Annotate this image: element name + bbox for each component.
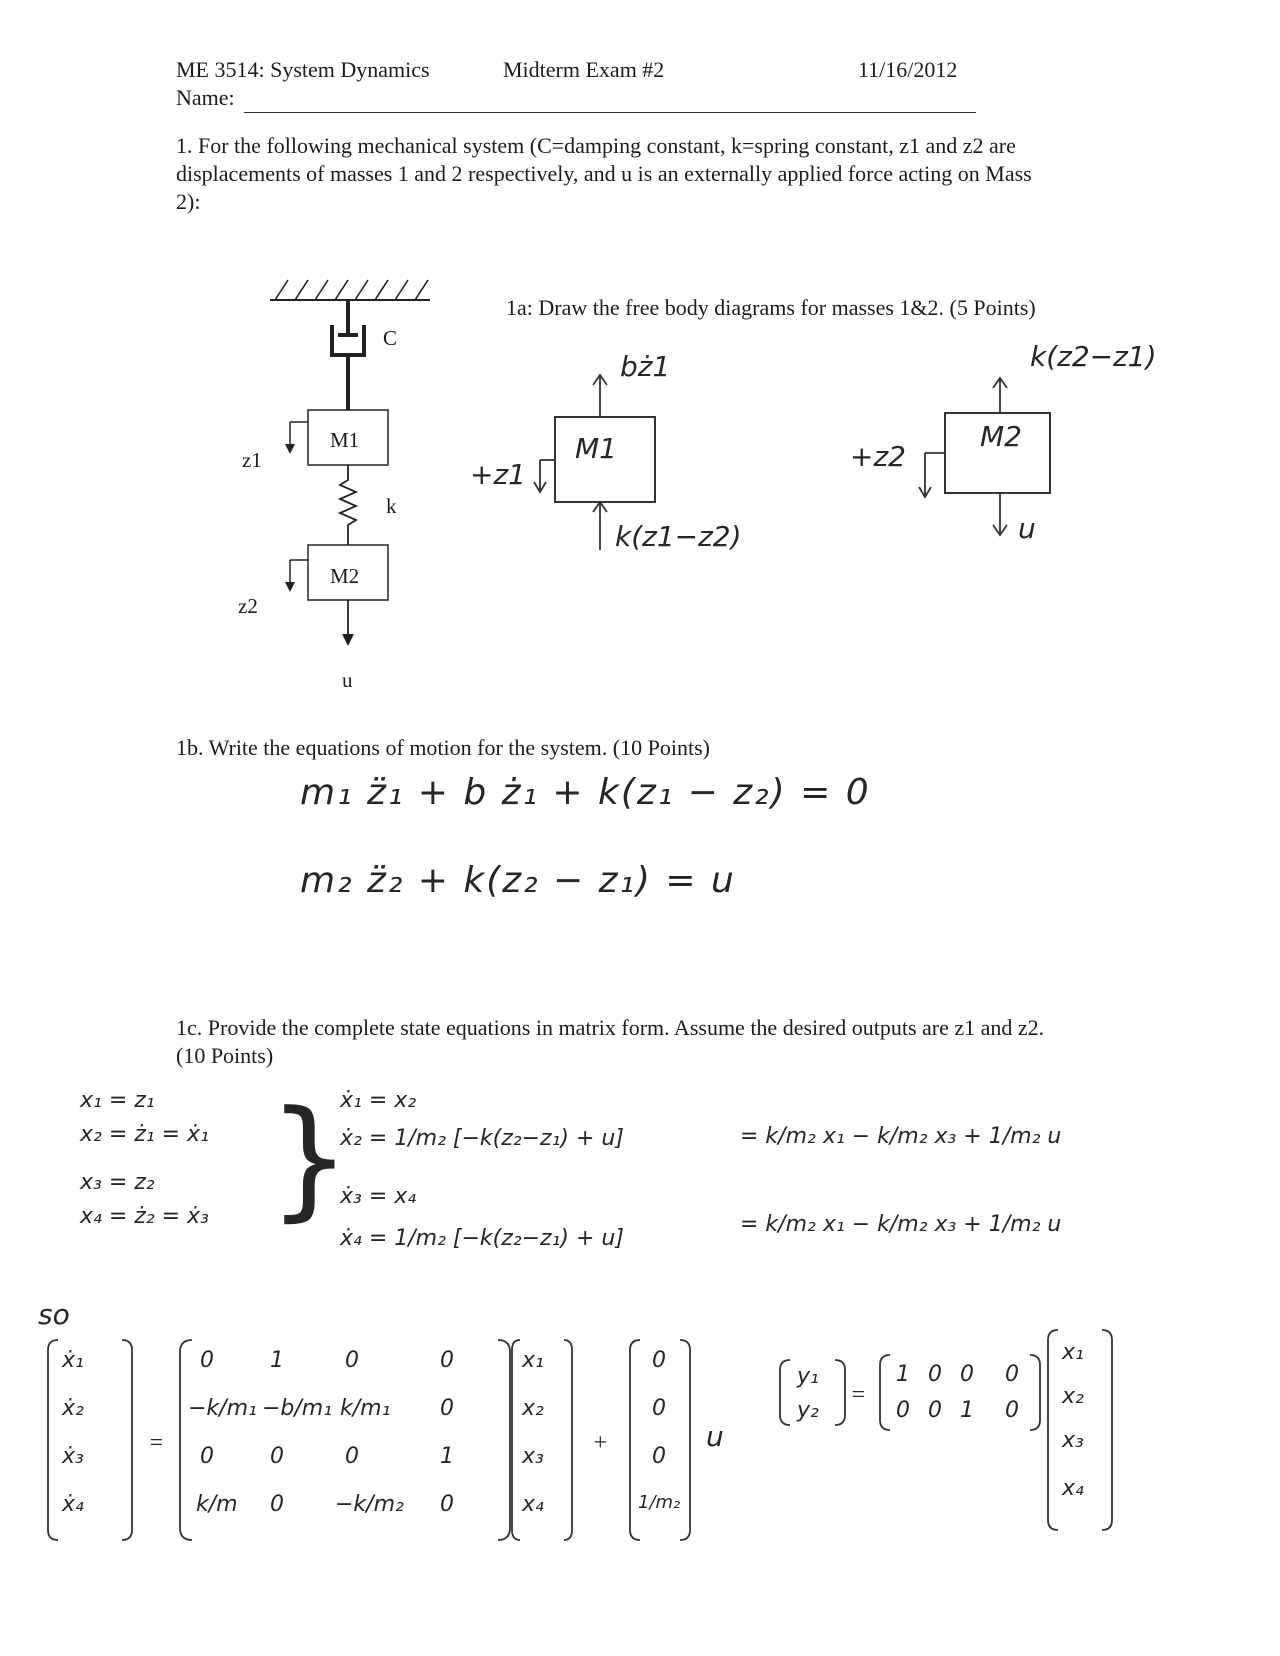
b-1: 0 [652, 1348, 666, 1373]
fbd1-mass: M1 [575, 432, 617, 465]
state-eq-rhs-2: = k/m₂ x₁ − k/m₂ x₃ + 1/m₂ u [740, 1212, 1062, 1237]
state-def-2: x₂ = ż₁ = ẋ₁ [80, 1122, 209, 1147]
b-4: 1/m₂ [638, 1492, 681, 1513]
a-44: 0 [440, 1492, 454, 1517]
a-32: 0 [270, 1444, 284, 1469]
a-21: −k/m₁ [188, 1396, 257, 1421]
state-def-3: x₃ = z₂ [80, 1170, 155, 1195]
c-12: 0 [928, 1362, 942, 1387]
fbd2-bottom-force: u [1018, 512, 1036, 545]
fbd1-direction: +z1 [470, 458, 526, 491]
c-21: 0 [896, 1398, 910, 1423]
svg-text:+: + [592, 1430, 609, 1456]
a-12: 1 [270, 1348, 284, 1373]
state-def-1: x₁ = z₁ [80, 1088, 155, 1113]
y-2: y₂ [797, 1398, 819, 1423]
a-31: 0 [200, 1444, 214, 1469]
a-42: 0 [270, 1492, 284, 1517]
a-41: k/m [196, 1492, 238, 1517]
exam-title: Midterm Exam #2 [503, 57, 665, 82]
force-label: u [342, 668, 353, 692]
x2-2: x₂ [1062, 1384, 1084, 1409]
equation-motion-2: m₂ z̈₂ + k(z₂ − z₁) = u [300, 860, 736, 901]
mass2-label: M2 [330, 564, 360, 588]
b-3: 0 [652, 1444, 666, 1469]
c-13: 0 [960, 1362, 974, 1387]
damper-label: C [383, 326, 398, 350]
y-1: y₁ [797, 1364, 819, 1389]
name-label: Name: [176, 85, 235, 110]
equation-motion-1: m₁ z̈₁ + b ż₁ + k(z₁ − z₂) = 0 [300, 772, 871, 813]
state-eq-rhs-1: = k/m₂ x₁ − k/m₂ x₃ + 1/m₂ u [740, 1124, 1062, 1149]
part-c-prompt: 1c. Provide the complete state equations in matrix form. Assume the desired outputs are z1 and z2. (10 Points) [176, 1015, 1045, 1068]
c-23: 1 [960, 1398, 974, 1423]
svg-text:=: = [850, 1382, 867, 1408]
x-2: x₂ [522, 1396, 544, 1421]
state-matrix-equation [30, 1320, 1150, 1560]
xdot-3: ẋ₃ [62, 1444, 84, 1469]
input-u: u [706, 1420, 724, 1453]
c-22: 0 [928, 1398, 942, 1423]
mass1-label: M1 [330, 428, 360, 452]
fbd2-top-force: k(z2−z1) [1030, 340, 1157, 373]
fbd2-mass: M2 [980, 420, 1022, 453]
a-43: −k/m₂ [335, 1492, 404, 1517]
x-4: x₄ [522, 1492, 544, 1517]
state-eq-1: ẋ₁ = x₂ [340, 1088, 417, 1113]
xdot-1: ẋ₁ [62, 1348, 84, 1373]
course-title: ME 3514: System Dynamics [176, 57, 430, 82]
a-14: 0 [440, 1348, 454, 1373]
state-eq-3: ẋ₃ = x₄ [340, 1184, 417, 1209]
c-14: 0 [1005, 1362, 1019, 1387]
x2-3: x₃ [1062, 1428, 1084, 1453]
mechanical-system-diagram [220, 270, 460, 710]
state-eq-4: ẋ₄ = 1/m₂ [−k(z₂−z₁) + u] [340, 1226, 624, 1251]
xdot-4: ẋ₄ [62, 1492, 84, 1517]
c-24: 0 [1005, 1398, 1019, 1423]
exam-date: 11/16/2012 [858, 57, 958, 82]
svg-text:=: = [148, 1430, 165, 1456]
a-24: 0 [440, 1396, 454, 1421]
state-brace-icon: } [268, 1082, 351, 1234]
a-13: 0 [345, 1348, 359, 1373]
fbd1-top-force: bż1 [620, 350, 671, 383]
fbd-mass2 [900, 365, 1070, 555]
name-line [244, 112, 976, 113]
state-eq-2: ẋ₂ = 1/m₂ [−k(z₂−z₁) + u] [340, 1126, 624, 1151]
disp1-label: z1 [242, 448, 262, 472]
part-b-prompt: 1b. Write the equations of motion for the system. (10 Points) [176, 735, 710, 760]
c-11: 1 [896, 1362, 910, 1387]
b-2: 0 [652, 1396, 666, 1421]
state-def-4: x₄ = ż₂ = ẋ₃ [80, 1204, 209, 1229]
a-23: k/m₁ [340, 1396, 391, 1421]
xdot-2: ẋ₂ [62, 1396, 84, 1421]
a-34: 1 [440, 1444, 454, 1469]
a-11: 0 [200, 1348, 214, 1373]
x2-1: x₁ [1062, 1340, 1084, 1365]
a-22: −b/m₁ [262, 1396, 333, 1421]
a-33: 0 [345, 1444, 359, 1469]
x2-4: x₄ [1062, 1476, 1084, 1501]
so-label: so [38, 1298, 70, 1331]
x-1: x₁ [522, 1348, 544, 1373]
fbd1-bottom-force: k(z1−z2) [615, 520, 742, 553]
disp2-label: z2 [238, 594, 258, 618]
fbd2-direction: +z2 [850, 440, 906, 473]
x-3: x₃ [522, 1444, 544, 1469]
part-a-prompt: 1a: Draw the free body diagrams for masses 1&2. (5 Points) [506, 295, 1036, 320]
problem-intro: 1. For the following mechanical system (C=damping constant, k=spring constant, z1 and z2 are displacements of masses 1 and 2 respectively, and u is an externally applied force acting on Mass 2): [176, 133, 1032, 214]
spring-label: k [386, 494, 397, 518]
